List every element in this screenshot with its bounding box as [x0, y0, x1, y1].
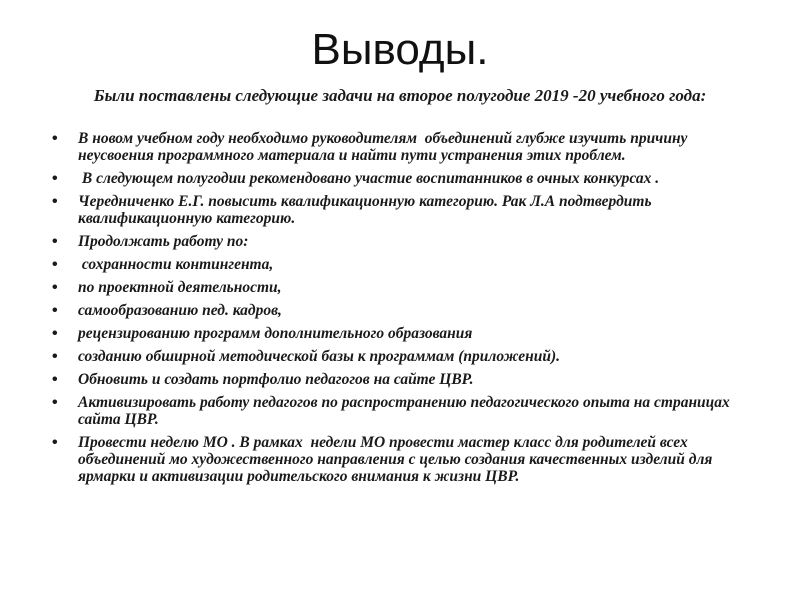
slide-title: Выводы.: [311, 25, 489, 74]
bullet-item: [48, 279, 748, 296]
bullet-icon: •: [52, 233, 58, 250]
bullet-icon: •: [52, 325, 58, 342]
bullet-text: Провести неделю МО . В рамках недели МО провести мастер класс для родителей всех объединений мо художественного направления с целью создания качественных изделий для ярмарки и активизации родительского внимания к жизни ЦВР.: [78, 434, 717, 485]
bullet-icon: •: [52, 130, 58, 147]
bullet-icon: •: [52, 279, 58, 296]
bullet-icon: •: [52, 256, 58, 273]
bullet-list: [48, 130, 748, 491]
bullet-item: [48, 348, 748, 365]
bullet-icon: •: [52, 371, 58, 388]
bullet-text: Активизировать работу педагогов по распространению педагогического опыта на страницах сайта ЦВР.: [78, 394, 738, 428]
bullet-item: [48, 233, 748, 250]
bullet-item: [48, 170, 748, 187]
bullet-text: В новом учебном году необходимо руководителям объединений глубже изучить причину неусвоения программного материала и найти пути устранения этих проблем.: [78, 130, 692, 164]
bullet-item: [48, 434, 748, 485]
bullet-text: рецензированию программ дополнительного образования: [78, 325, 473, 342]
bullet-item: [48, 302, 748, 319]
bullet-icon: •: [52, 193, 58, 210]
slide-subtitle: Были поставлены следующие задачи на второе полугодие 2019 -20 учебного года:: [93, 86, 707, 105]
bullet-text: самообразованию пед. кадров,: [78, 302, 282, 319]
bullet-text: по проектной деятельности,: [78, 279, 282, 296]
bullet-item: [48, 325, 748, 342]
bullet-icon: •: [52, 302, 58, 319]
bullet-text: Продолжать работу по:: [78, 233, 249, 250]
bullet-text: Чередниченко Е.Г. повысить квалификационную категорию. Рак Л.А подтвердить квалификационную категорию.: [78, 193, 656, 227]
bullet-text: созданию обширной методической базы к программам (приложений).: [78, 348, 561, 365]
bullet-item: [48, 130, 748, 164]
bullet-icon: •: [52, 170, 58, 187]
bullet-item: [48, 394, 748, 428]
bullet-item: [48, 256, 748, 273]
bullet-text: Обновить и создать портфолио педагогов на сайте ЦВР.: [78, 371, 474, 388]
bullet-text: В следующем полугодии рекомендовано участие воспитанников в очных конкурсах .: [78, 170, 660, 187]
bullet-icon: •: [52, 434, 58, 451]
bullet-item: [48, 371, 748, 388]
bullet-icon: •: [52, 394, 58, 411]
bullet-item: [48, 193, 748, 227]
bullet-icon: •: [52, 348, 58, 365]
bullet-text: сохранности контингента,: [78, 256, 274, 273]
